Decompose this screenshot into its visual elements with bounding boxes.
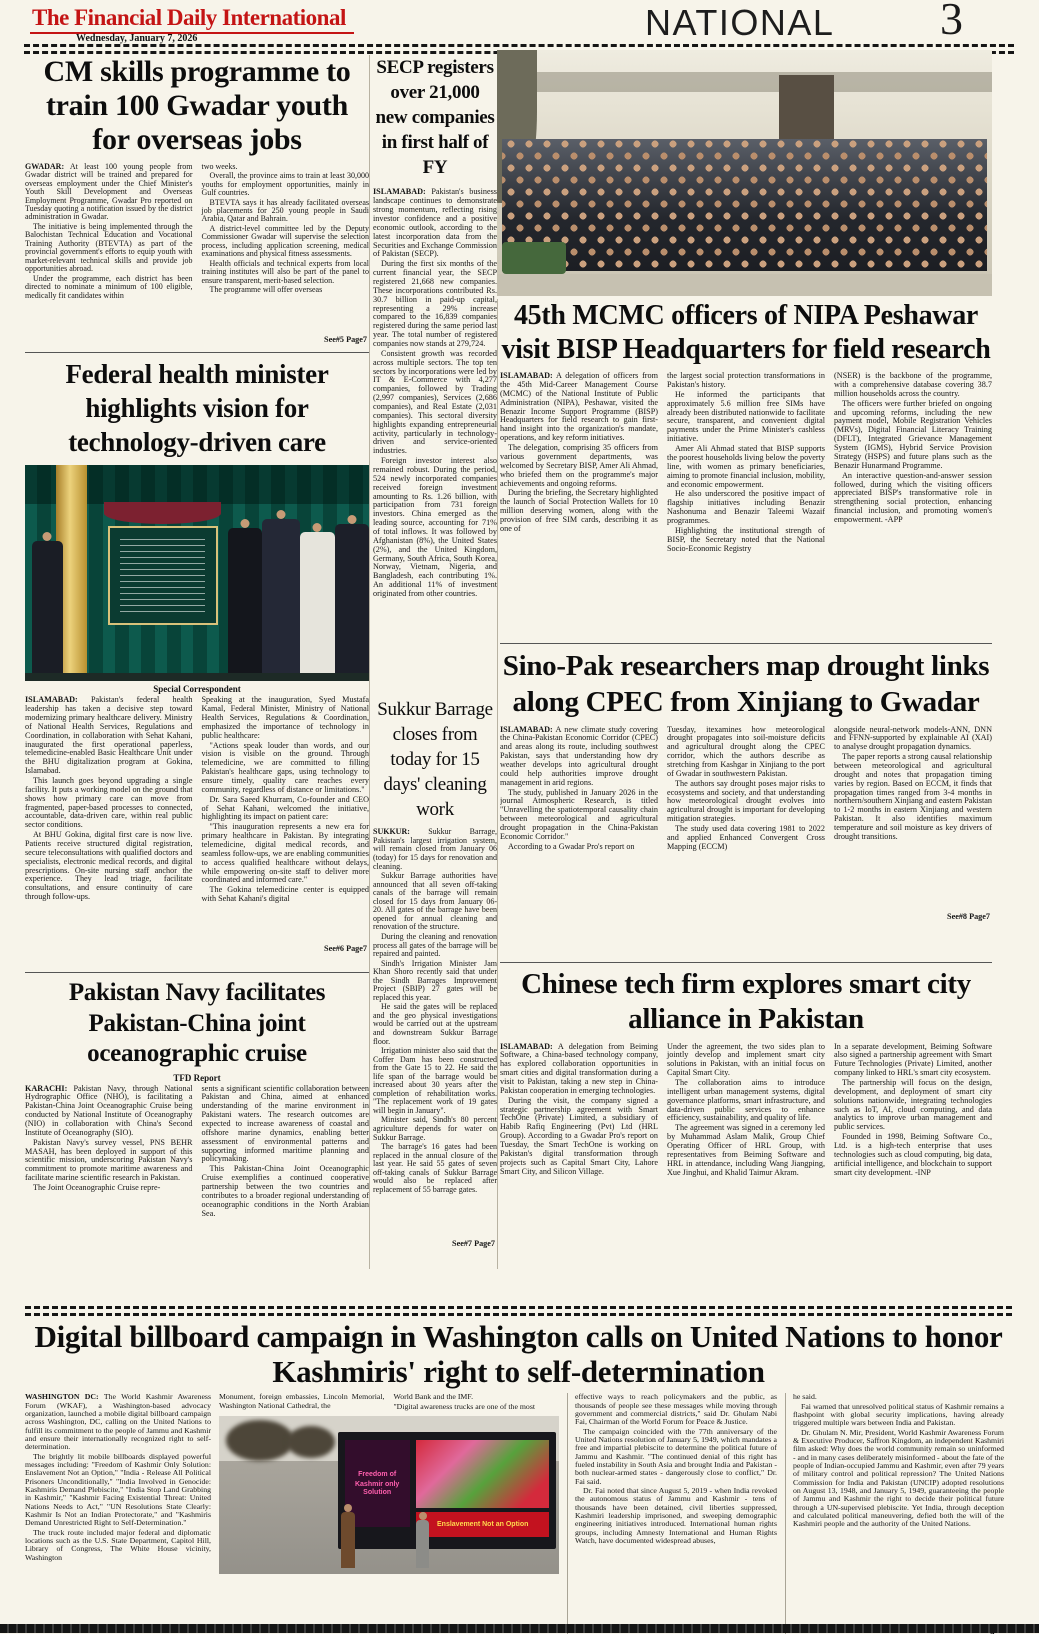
article-paragraph: Sukkur Barrage authorities have announced that all seven off-taking canals of the barrage will remain closed for 15 days from January 06-20. All gates of the barrage have been opened for annual cleaning and renovation of the structure. — [373, 871, 497, 932]
article-smart-city — [500, 962, 992, 1295]
article-paragraph: The study, published in January 2026 in the journal Atmospheric Research, is titled "Unravelling the spatiotemporal causality chain between meteorological and agricultural drought propagation in the China-Pakistan Economic Corridor." — [500, 787, 658, 841]
article-headline: Digital billboard campaign in Washington calls on United Nations to honor Kashmiris' right to self-determination — [34, 1319, 1003, 1389]
article-sukkur — [373, 697, 497, 1248]
article-paragraph: Dr. Fai noted that since August 5, 2019 - when India revoked the autonomous status of Jammu and Kashmir - tens of thousands have been detained, civil liberties suppressed, Kashmiri leadership imprisoned, and sweeping demographic engineering initiatives introduced. International human rights groups, including Amnesty International and Human Rights Watch, have documented widespread abuses, — [575, 1486, 777, 1546]
article-column — [202, 163, 370, 345]
article-headline: Sino-Pak researchers map drought links along CPEC from Xinjiang to Gwadar — [502, 650, 990, 719]
person-silhouette — [335, 524, 369, 675]
article-paragraph: sents a significant scientific collaboration between Pakistan and China, aimed at enhanced understanding of the marine environment in Pakistani waters. The research outcomes are expected to increase awareness of coastal and offshore marine dynamics, enabling better assessment of environmental patterns and supporting informed maritime planning and policymaking. — [201, 1084, 369, 1164]
article-paragraph: ISLAMABAD: A new climate study covering the China-Pakistan Economic Corridor (CPEC) and areas along its route, including southwest Pakistan, says that understanding how dry weather develops into agricultural drought could help authorities improve drought management in arid regions. — [500, 725, 658, 787]
article-paragraph: WASHINGTON DC: The World Kashmir Awareness Forum (WKAF), a Washington-based advocacy organization, launched a mobile digital billboard campaign across Washington, DC, calling on the United Nations to fulfill its commitment to the people of Jammu and Kashmir and ensure their internationally recognized right to self-determination. — [25, 1393, 211, 1452]
article-paragraph: two weeks. — [201, 162, 238, 171]
issue-date: Wednesday, January 7, 2026 — [76, 33, 198, 44]
article-column — [25, 163, 193, 345]
article-bisp-visit — [500, 299, 992, 608]
person-silhouette — [300, 532, 334, 675]
article-secp — [373, 55, 497, 700]
article-column — [667, 372, 825, 608]
tree — [287, 1426, 335, 1458]
article-paragraph: "Digital awareness trucks are one of the most — [393, 1401, 536, 1411]
dateline-lead: SUKKUR: — [373, 828, 410, 837]
plaque — [108, 526, 218, 625]
billboard-side-screen — [416, 1440, 549, 1508]
article-paragraph: GWADAR: At least 100 young people from Gwadar district will be trained and prepared for overseas employment under the Chief Minister's Youth Skill Development and Overseas Employment Programme, Gwadar Pro reported on Tuesday quoting a notification issued by the district administration in Gwadar. — [25, 162, 193, 222]
article-paragraph: He said the gates will be replaced and the geo physical investigations would be carried out at the upstream and downstream Sukkur Barrage floor. — [373, 1002, 497, 1046]
person-silhouette — [228, 528, 262, 675]
article-paragraph: KARACHI: Pakistan Navy, through National Hydrographic Office (NHO), is facilitating a Pakistan-China Joint Oceanographic Cruise being conducted by National Institute of Oceanography (NIO) in collaboration with China's Second Institute of Oceanography (SIO). — [25, 1084, 193, 1137]
continuation-mark: See#6 Page7 — [318, 945, 367, 954]
dateline-lead: ISLAMABAD: — [500, 725, 553, 734]
dateline-lead: WASHINGTON DC: — [25, 1393, 99, 1402]
article-paragraph: Highlighting the institutional strength of BISP, the Secretary noted that the National Socio-Economic Registry — [667, 525, 825, 553]
article-paragraph: According to a Gwadar Pro's report on — [508, 841, 635, 851]
article-health — [25, 352, 369, 954]
article-paragraph: ISLAMABAD: Pakistan's federal health leadership has taken a decisive step toward modernizing primary healthcare delivery. Ministry of National Health Services, Regulations and Coordination, in collaboration with Sehat Kahani, inaugurated the first operational paperless, telemedicine-enabled Basic Healthcare Unit under the BHU digitalization program at Gokina, Islamabad. — [25, 696, 193, 776]
article-headline: Sukkur Barrage closes from today for 15 days' cleaning work — [377, 699, 493, 821]
unveiling-drape — [104, 502, 221, 524]
article-paragraph: Pakistan Navy's survey vessel, PNS BEHR MASAH, has been deployed in support of this scientific mission, underscoring Pakistan Navy's commitment to promote maritime awareness and facilitate marine scientific research in Pakistan. — [25, 1137, 193, 1183]
article-paragraph: effective ways to reach policymakers and the public, as thousands of people see these messages while moving through government and commercial districts," said Dr. Ghulam Nabi Fai, Chairman of the World Forum for Peace & Justice. — [575, 1393, 777, 1427]
article-paragraph: The Gokina telemedicine center is equipped with Sehat Kahani's digital — [201, 885, 369, 904]
article-paragraph: Under the agreement, the two sides plan to jointly develop and implement smart city solutions in Pakistan, with an initial focus on Capital Smart City. — [667, 1042, 825, 1078]
article-column — [567, 1393, 777, 1634]
article-paragraph: In a separate development, Beiming Software also signed a partnership agreement with Smart Future Technologies (Private) Limited, another company linked to HRL's smart city ecosystem. — [834, 1042, 992, 1078]
article-paragraph: The initiative is being implemented through the Balochistan Technical Education and Vocational Training Authority (BTEVTA) as part of the provincial government's efforts to equip youth with market-relevant technical skills and provide job opportunities abroad. — [25, 221, 193, 274]
article-paragraph: Fai warned that unresolved political status of Kashmir remains a flashpoint with global security implications, having already triggered multiple wars between India and Pakistan. — [793, 1401, 1004, 1428]
article-paragraph: He informed the participants that approximately 5.6 million free SIMs have already been distributed nationwide to facilitate secure, transparent, and convenient digital payments under the Prime Minister's cashless initiative. — [667, 389, 825, 444]
billboard-truck — [338, 1432, 556, 1549]
newspaper-masthead: The Financial Daily International — [30, 5, 354, 34]
byline: Special Correspondent — [153, 684, 241, 695]
article-paragraph: Dr. Ghulam N. Mir, President, World Kashmir Awareness Forum & Executive Producer, Saffron Kingdom, an independent Kashmiri film asked: Why does the world community remain so uninformed - and in many cases deliberately misinformed - about the fate of the people of Indian-occupied Jammu and Kashmir, even after 79 years of military control and political repression? The United Nations Commission for India and Pakistan (UNCIP) adopted resolutions on August 13, 1948, and January 5, 1949, guaranteeing the people of Jammu and Kashmir the right to decide their political future through a UN-supervised plebiscite. Yet India, through deception and calculated political maneuvering, defied both the will of the Kashmiri people and the authority of the United Nations. — [793, 1427, 1004, 1529]
dateline-lead: ISLAMABAD: — [373, 188, 426, 197]
building-window-band — [497, 72, 992, 92]
article-headline: Federal health minister highlights vision for technology-driven care — [65, 359, 329, 457]
article-column — [834, 372, 992, 608]
article-paragraph: The officers were further briefed on ongoing and upcoming reforms, including the new payment model, Mobile Registration Vehicles (MRVs), Digital Financial Literacy Training (DFLT), Integrated Grievance Management System (IGMS), Hybrid Service Provision Strategy (HSPS) and future plans such as the Benazir Hunarmand Programme. — [834, 398, 992, 470]
article-paragraph: The barrage's 16 gates had been replaced in the annual closure of the last year. He said 55 gates of seven off-taking canals of Sukkur Barrage would also be replaced after replacement of 55 barrage gates. — [373, 1142, 497, 1194]
person-silhouette — [262, 519, 300, 675]
article-paragraph: During the first six months of the current financial year, the SECP registered 21,668 new companies. These incorporations contributed Rs. 30.7 billion in paid-up capital, representing a 29% increase compared to the 16,839 companies registered during the same period last year. The total number of registered companies now stands at 279,724. — [373, 259, 497, 348]
article-paragraph: Monument, foreign embassies, Lincoln Memorial, Washington National Cathedral, the — [219, 1393, 385, 1410]
article-paragraph: The Joint Oceanographic Cruise repre- — [33, 1182, 161, 1192]
plaque-text-lines — [120, 539, 205, 611]
article-paragraph: The agreement was signed in a ceremony led by Muhammad Aslam Malik, Group Chief Operating Officer of HRL Group, with representatives from Beiming Software and HRL in attendance, including Wang Jiangping, Xue Jinghui, and Khalid Taimur Akram. — [667, 1123, 825, 1177]
article-column — [500, 1043, 658, 1295]
article-paragraph: The authors say drought poses major risks to ecosystems and society, and that understanding how meteorological drought evolves into agricultural drought is important for developing mitigation strategies. — [667, 778, 825, 824]
article-paragraph: The campaign coincided with the 77th anniversary of the United Nations resolution of January 5, 1949, which mandates a free and impartial plebiscite to determine the political future of Jammu and Kashmir. "The continued denial of this right has fueled instability in South Asia and brought India and Pakistan - both nuclear-armed states - dangerously close to conflict," Dr. Fai said. — [575, 1426, 777, 1486]
article-kashmir — [25, 1306, 1012, 1634]
article-paragraph: (NSER) is the backbone of the programme, with a comprehensive database covering 38.7 million households across the country. — [834, 372, 992, 398]
page-bottom-rule — [0, 1624, 1039, 1633]
article-column — [667, 1043, 825, 1295]
article-paragraph: Irrigation minister also said that the Coffer Dam has been constructed from the Gate 15 to 22. He said the life span of the barrage would be increased about 30 years after the completion of rehabilitation works. "The replacement work of 19 gates will begin in January". — [373, 1046, 497, 1115]
article-cm-skills — [25, 55, 369, 345]
article-paragraph: BTEVTA says it has already facilitated overseas job placements for 250 young people in Saudi Arabia, Qatar and Bahrain. — [201, 197, 369, 224]
tree — [226, 1420, 294, 1461]
section-rule — [25, 1306, 1012, 1316]
billboard-banner-text: Enslavement Not an Option — [437, 1521, 529, 1529]
person-silhouette — [341, 1512, 355, 1568]
article-headline: SECP registers over 21,000 new companies in first half of FY — [375, 57, 495, 179]
article-paragraph: This Pakistan-China Joint Oceanographic Cruise exemplifies a continued cooperative partnership between the two countries and contributes to a broader regional understanding of oceanographic conditions in the North Arabian Sea. — [201, 1164, 369, 1218]
photo-health-inauguration — [25, 465, 369, 681]
article-column — [785, 1393, 1004, 1634]
article-paragraph: During the visit, the company signed a strategic partnership agreement with Smart TechOne (Private) Limited, a subsidiary of Habib Rafiq Engineering (Pvt) Ltd (HRL Group). According to a Gwadar Pro's report on Tuesday, the Smart TechOne is working on Pakistan's digital transformation through projects such as Capital Smart City, Lahore Smart City, and Silicon Village. — [500, 1095, 658, 1176]
article-paragraph: A district-level committee led by the Deputy Commissioner Gwadar will supervise the selection process, including application screening, medical examinations and physical fitness assessments. — [201, 223, 369, 259]
article-middle-block — [219, 1393, 559, 1634]
continuation-mark: See#7 Page7 — [446, 1240, 495, 1249]
article-paragraph: During the cleaning and renovation process all gates of the barrage will be repaired and painted. — [373, 931, 497, 959]
article-paragraph: SUKKUR: Sukkur Barrage, Pakistan's largest irrigation system, will remain closed from January 06 (today) for 15 days for renovation and cleaning. — [373, 828, 497, 871]
article-paragraph: Under the programme, each district has been directed to nominate a minimum of 100 eligible, medically fit candidates within — [25, 273, 193, 300]
group-photo-nipa-bisp — [497, 50, 992, 296]
article-column — [219, 1393, 385, 1413]
article-paragraph: Foreign investor interest also remained robust. During the period, 524 newly incorporated companies received foreign investment amounting to Rs. 1.26 billion, with participation from 731 foreign investors. China emerged as the leading source, accounting for 71% of total inflows. It was followed by Afghanistan (8%), the United States (2%), and the United Kingdom, Germany, South Africa, South Korea, Norway, Vietnam, Nigeria, and Bangladesh, each contributing 1%. An additional 11% of investment originated from other countries. — [373, 456, 497, 599]
article-column — [834, 1043, 992, 1295]
article-paragraph: alongside neural-network models-ANN, DNN and FFNN-supported by explainable AI (XAI) to analyse drought propagation dynamics. — [834, 725, 992, 752]
article-headline: Chinese tech firm explores smart city alliance in Pakistan — [521, 968, 971, 1035]
article-headline: 45th MCMC officers of NIPA Peshawar visit BISP Headquarters for field research — [501, 300, 991, 365]
article-paragraph: During the briefing, the Secretary highlighted the launch of Social Protection Wallets for 10 million deserving women, along with the provision of free SIM cards, describing it as one of — [500, 488, 658, 533]
article-paragraph: The truck route included major federal and diplomatic locations such as the U.S. State Department, Capitol Hill, Library of Congress, The White House vicinity, Washington — [25, 1527, 211, 1562]
person-silhouette — [32, 541, 63, 675]
dateline-lead: ISLAMABAD: — [500, 372, 553, 381]
article-paragraph: Sindh's Irrigation Minister Jam Khan Shoro recently said that under the Sindh Barrages Improvement Project (SBIP) 27 gates will be replaced this year. — [373, 958, 497, 1002]
article-paragraph: Dr. Sara Saeed Khurram, Co-founder and CEO of Sehat Kahani, welcomed the initiative, highlighting its impact on patient care: — [201, 794, 369, 822]
dateline-lead: ISLAMABAD: — [25, 696, 78, 705]
column-divider — [497, 299, 498, 1269]
article-paragraph: The programme will offer overseas — [209, 285, 323, 295]
article-column — [667, 726, 825, 922]
dateline-lead: GWADAR: — [25, 162, 65, 171]
billboard-text: Freedom of — [358, 1471, 397, 1479]
article-paragraph: ISLAMABAD: Pakistan's business landscape continues to demonstrate strong momentum, reflecting rising investor confidence and a positive economic outlook, according to the latest incorporation data from the Securities and Exchange Commission of Pakistan (SECP). — [373, 188, 497, 259]
article-paragraph: He also underscored the positive impact of flagship initiatives including Benazir Nashonuma and Benazir Taleemi Wazaif programmes. — [667, 489, 825, 525]
article-paragraph: "This inauguration represents a new era for primary healthcare in Pakistan. By integrating telemedicine, digital medical records, and seamless follow-ups, we are enabling communities to access qualified healthcare without delays, while empowering on-site staff to deliver more coordinated and informed care." — [201, 822, 369, 885]
article-column — [500, 726, 658, 922]
article-paragraph: Tuesday, itexamines how meteorological drought propagates into soil-moisture deficits and agricultural drought along the CPEC corridor, which the authors describe as stretching from Kashgar in Xinjiang to the port of Gwadar in southwestern Pakistan. — [667, 725, 825, 778]
article-paragraph: The collaboration aims to introduce intelligent urban management systems, digital governance platforms, smart infrastructure, and data-driven public services to enhance efficiency, sustainability, and quality of life. — [667, 1078, 825, 1123]
dateline-lead: ISLAMABAD: — [500, 1042, 553, 1051]
continuation-mark: See#5 Page7 — [318, 336, 367, 345]
billboard-text: Kashmir only Solution — [354, 1480, 400, 1496]
article-paragraph: This launch goes beyond upgrading a single facility. It puts a working model on the ground that shows how primary care can move from fragmented, paper-based processes to connected, accountable, data-driven care, within real public sector conditions. — [25, 775, 193, 830]
article-paragraph: World Bank and the IMF. — [393, 1393, 474, 1402]
article-column — [500, 372, 658, 608]
article-paragraph: Health officials and technical experts from local training institutes will also be part of the panel to ensure transparent, merit-based selection. — [201, 258, 369, 285]
article-column — [202, 1085, 370, 1297]
article-paragraph: The brightly lit mobile billboards displayed powerful messages including: "Freedom of Kashmir Only Solution: Enslavement Not an Option," "India - Release All Political Prisoners Unconditionally," "India Involved in Genocide: Kashmiris Demand Plebiscite," "India Stop Land Grabbing in Kashmir," "Kashmir Facing Existential Threat: United Nations Needs to Act," "UN Resolutions State Clearly: Kashmir Is Not an Indian Protectorate," and "Kashmiris Demand Unrestricted Right to Self-Determination." — [25, 1451, 211, 1528]
section-title: NATIONAL — [645, 2, 835, 43]
article-paragraph: At BHU Gokina, digital first care is now live. Patients receive structured digital registration, secure teleconsultations with qualified doctors and specialists, electronic medical records, and digital prescriptions. On-site nursing staff anchor the experience. They lead triage, facilitate consultations, and ensure continuity of care through follow-ups. — [25, 830, 193, 902]
billboard-banner — [416, 1512, 549, 1538]
crowd-of-officers — [502, 139, 987, 272]
article-paragraph: The partnership will focus on the design, development, and deployment of smart city solutions nationwide, integrating technologies such as IoT, AI, cloud computing, and data analytics to improve urban management and public services. — [834, 1078, 992, 1132]
article-navy — [25, 972, 369, 1297]
hedge — [502, 242, 566, 274]
article-paragraph: An interactive question-and-answer session followed, during which the visiting officers appreciated BISP's transformative role in strengthening social protection, enhancing financial inclusion, and promoting women's empowerment. -APP — [834, 470, 992, 524]
article-paragraph: ISLAMABAD: A delegation from Beiming Software, a China-based technology company, has explored collaboration opportunities in smart cities and digital transformation during a visit to Pakistan, taking a new step in China-Pakistan cooperation in emerging technologies. — [500, 1042, 658, 1095]
article-paragraph: "Actions speak louder than words, and our vision is visible on the ground. Through telemedicine, we are committed to filling Pakistan's healthcare gaps, using technology to ensure timely, quality care reaches every community, regardless of distance or limitations." — [201, 740, 369, 794]
article-paragraph: Amer Ali Ahmad stated that BISP supports the poorest households living below the poverty line, with women as primary beneficiaries, aiming to promote financial inclusion, mobility, and economic empowerment. — [667, 444, 825, 489]
article-column — [25, 1085, 193, 1297]
article-column — [25, 1393, 211, 1634]
article-sino-pak — [500, 643, 992, 922]
article-paragraph: Overall, the province aims to train at least 30,000 youths for employment opportunities, mainly in Gulf countries. — [201, 171, 369, 198]
article-column — [394, 1393, 560, 1413]
photo-billboard-truck — [219, 1416, 559, 1574]
person-silhouette — [416, 1520, 429, 1568]
article-paragraph: Minister said, Sindh's 80 percent agriculture depends for water on Sukkur Barrage. — [373, 1115, 497, 1142]
article-paragraph: The delegation, comprising 35 officers from various government departments, was welcomed by Secretary BISP, Amer Ali Ahmad, who briefed them on the programme's major achievements and ongoing reforms. — [500, 443, 658, 488]
page-number: 3 — [940, 0, 963, 44]
article-column — [25, 696, 193, 954]
article-paragraph: Speaking at the inauguration, Syed Mustafa Kamal, Federal Minister, Ministry of National Health Services, Regulations & Coordination, emphasized the importance of technology in public healthcare: — [201, 696, 369, 740]
column-divider — [369, 55, 370, 1269]
floor — [25, 673, 369, 682]
continuation-mark: See#8 Page7 — [941, 913, 990, 922]
article-headline: Pakistan Navy facilitates Pakistan-China joint oceanographic cruise — [68, 979, 326, 1067]
article-paragraph: Founded in 1998, Beiming Software Co., Ltd. is a high-tech enterprise that uses technologies such as cloud computing, big data, artificial intelligence, and blockchain to support smart city development. -INP — [834, 1132, 992, 1177]
article-paragraph: the largest social protection transformations in Pakistan's history. — [667, 372, 825, 390]
article-column — [834, 726, 992, 922]
article-paragraph: The study used data covering 1981 to 2022 and applied Enhanced Convergent Cross Mapping (ECCM) — [667, 823, 825, 851]
article-paragraph: Consistent growth was recorded across multiple sectors. The top ten sectors by incorporations were led by IT & E-Commerce with 4,277 companies, followed by Trading (2,997 companies), Services (2,686 companies), and Real Estate (2,031 companies). This sectoral diversity highlights expanding entrepreneurial activity, particularly in technology-driven and service-oriented industries. — [373, 348, 497, 456]
dateline-lead: KARACHI: — [25, 1084, 68, 1093]
byline: TFD Report — [173, 1072, 221, 1083]
article-paragraph: he said. — [793, 1393, 817, 1402]
article-paragraph: ISLAMABAD: A delegation of officers from the 45th Mid-Career Management Course (MCMC) of the National Institute of Public Administration (NIPA), Peshawar, visited the Benazir Income Support Programme (BISP) Headquarters for field research to gain first-hand insight into the organization's mandate, operations, and key reform initiatives. — [500, 372, 658, 443]
article-paragraph: The paper reports a strong causal relationship between meteorological and agricultural drought and notes that propagation timing varies by region. Based on ECCM, it finds that propagation times ranged from 3-4 months in northern/southern Xinjiang and eastern Pakistan to 1-2 months in eastern Xinjiang and western Pakistan. It also identifies maximum temperature and soil moisture as key drivers of drought transitions. — [834, 752, 992, 841]
article-column — [202, 696, 370, 954]
article-headline: CM skills programme to train 100 Gwadar youth for overseas jobs — [43, 55, 351, 156]
pavement — [497, 274, 992, 296]
